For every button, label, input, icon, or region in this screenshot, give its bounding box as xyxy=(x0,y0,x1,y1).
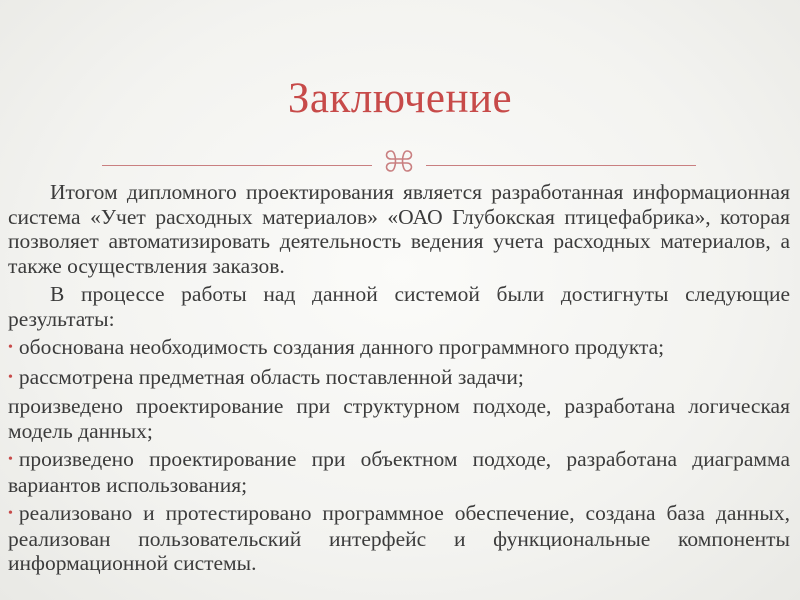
result-bullet-2 xyxy=(8,365,790,391)
bullet-icon: • xyxy=(8,340,13,355)
paragraph-structural-design: произведено проектирование при структурном подходе, разработана логическая модель данных; xyxy=(8,394,790,443)
result-bullet-4-text: реализовано и протестировано программное обеспечение, создана база данных, реализован пользовательский интерфейс и функциональные компоненты информационной системы. xyxy=(8,501,790,575)
result-bullet-4 xyxy=(8,501,790,576)
bullet-icon: • xyxy=(8,369,13,385)
result-bullet-1-text: обоснована необходимость создания данного программного продукта; xyxy=(18,335,665,359)
slide-body xyxy=(8,180,790,580)
result-bullet-2-text: рассмотрена предметная область поставленной задачи; xyxy=(18,364,524,389)
bullet-icon: • xyxy=(8,452,13,467)
paragraph-results-intro: В процессе работы над данной системой были достигнуты следующие результаты: xyxy=(8,282,790,331)
divider-line-left xyxy=(102,165,372,166)
result-bullet-3-text: произведено проектирование при объектном подходе, разработана диаграмма вариантов использования; xyxy=(8,447,790,497)
result-bullet-1 xyxy=(8,335,790,361)
title-divider xyxy=(0,145,800,175)
bullet-icon: • xyxy=(8,506,13,521)
slide-title: Заключение xyxy=(287,75,513,122)
decorative-knot-icon xyxy=(381,145,417,177)
paragraph-summary: Итогом дипломного проектирования является разработанная информационная система «Учет расходных материалов» «ОАО Глубокская птицефабрика», которая позволяет автоматизировать деятельность ведения учета расходных материалов, а также осуществления заказов. xyxy=(8,180,790,278)
result-bullet-3 xyxy=(8,447,790,497)
divider-line-right xyxy=(426,165,696,166)
